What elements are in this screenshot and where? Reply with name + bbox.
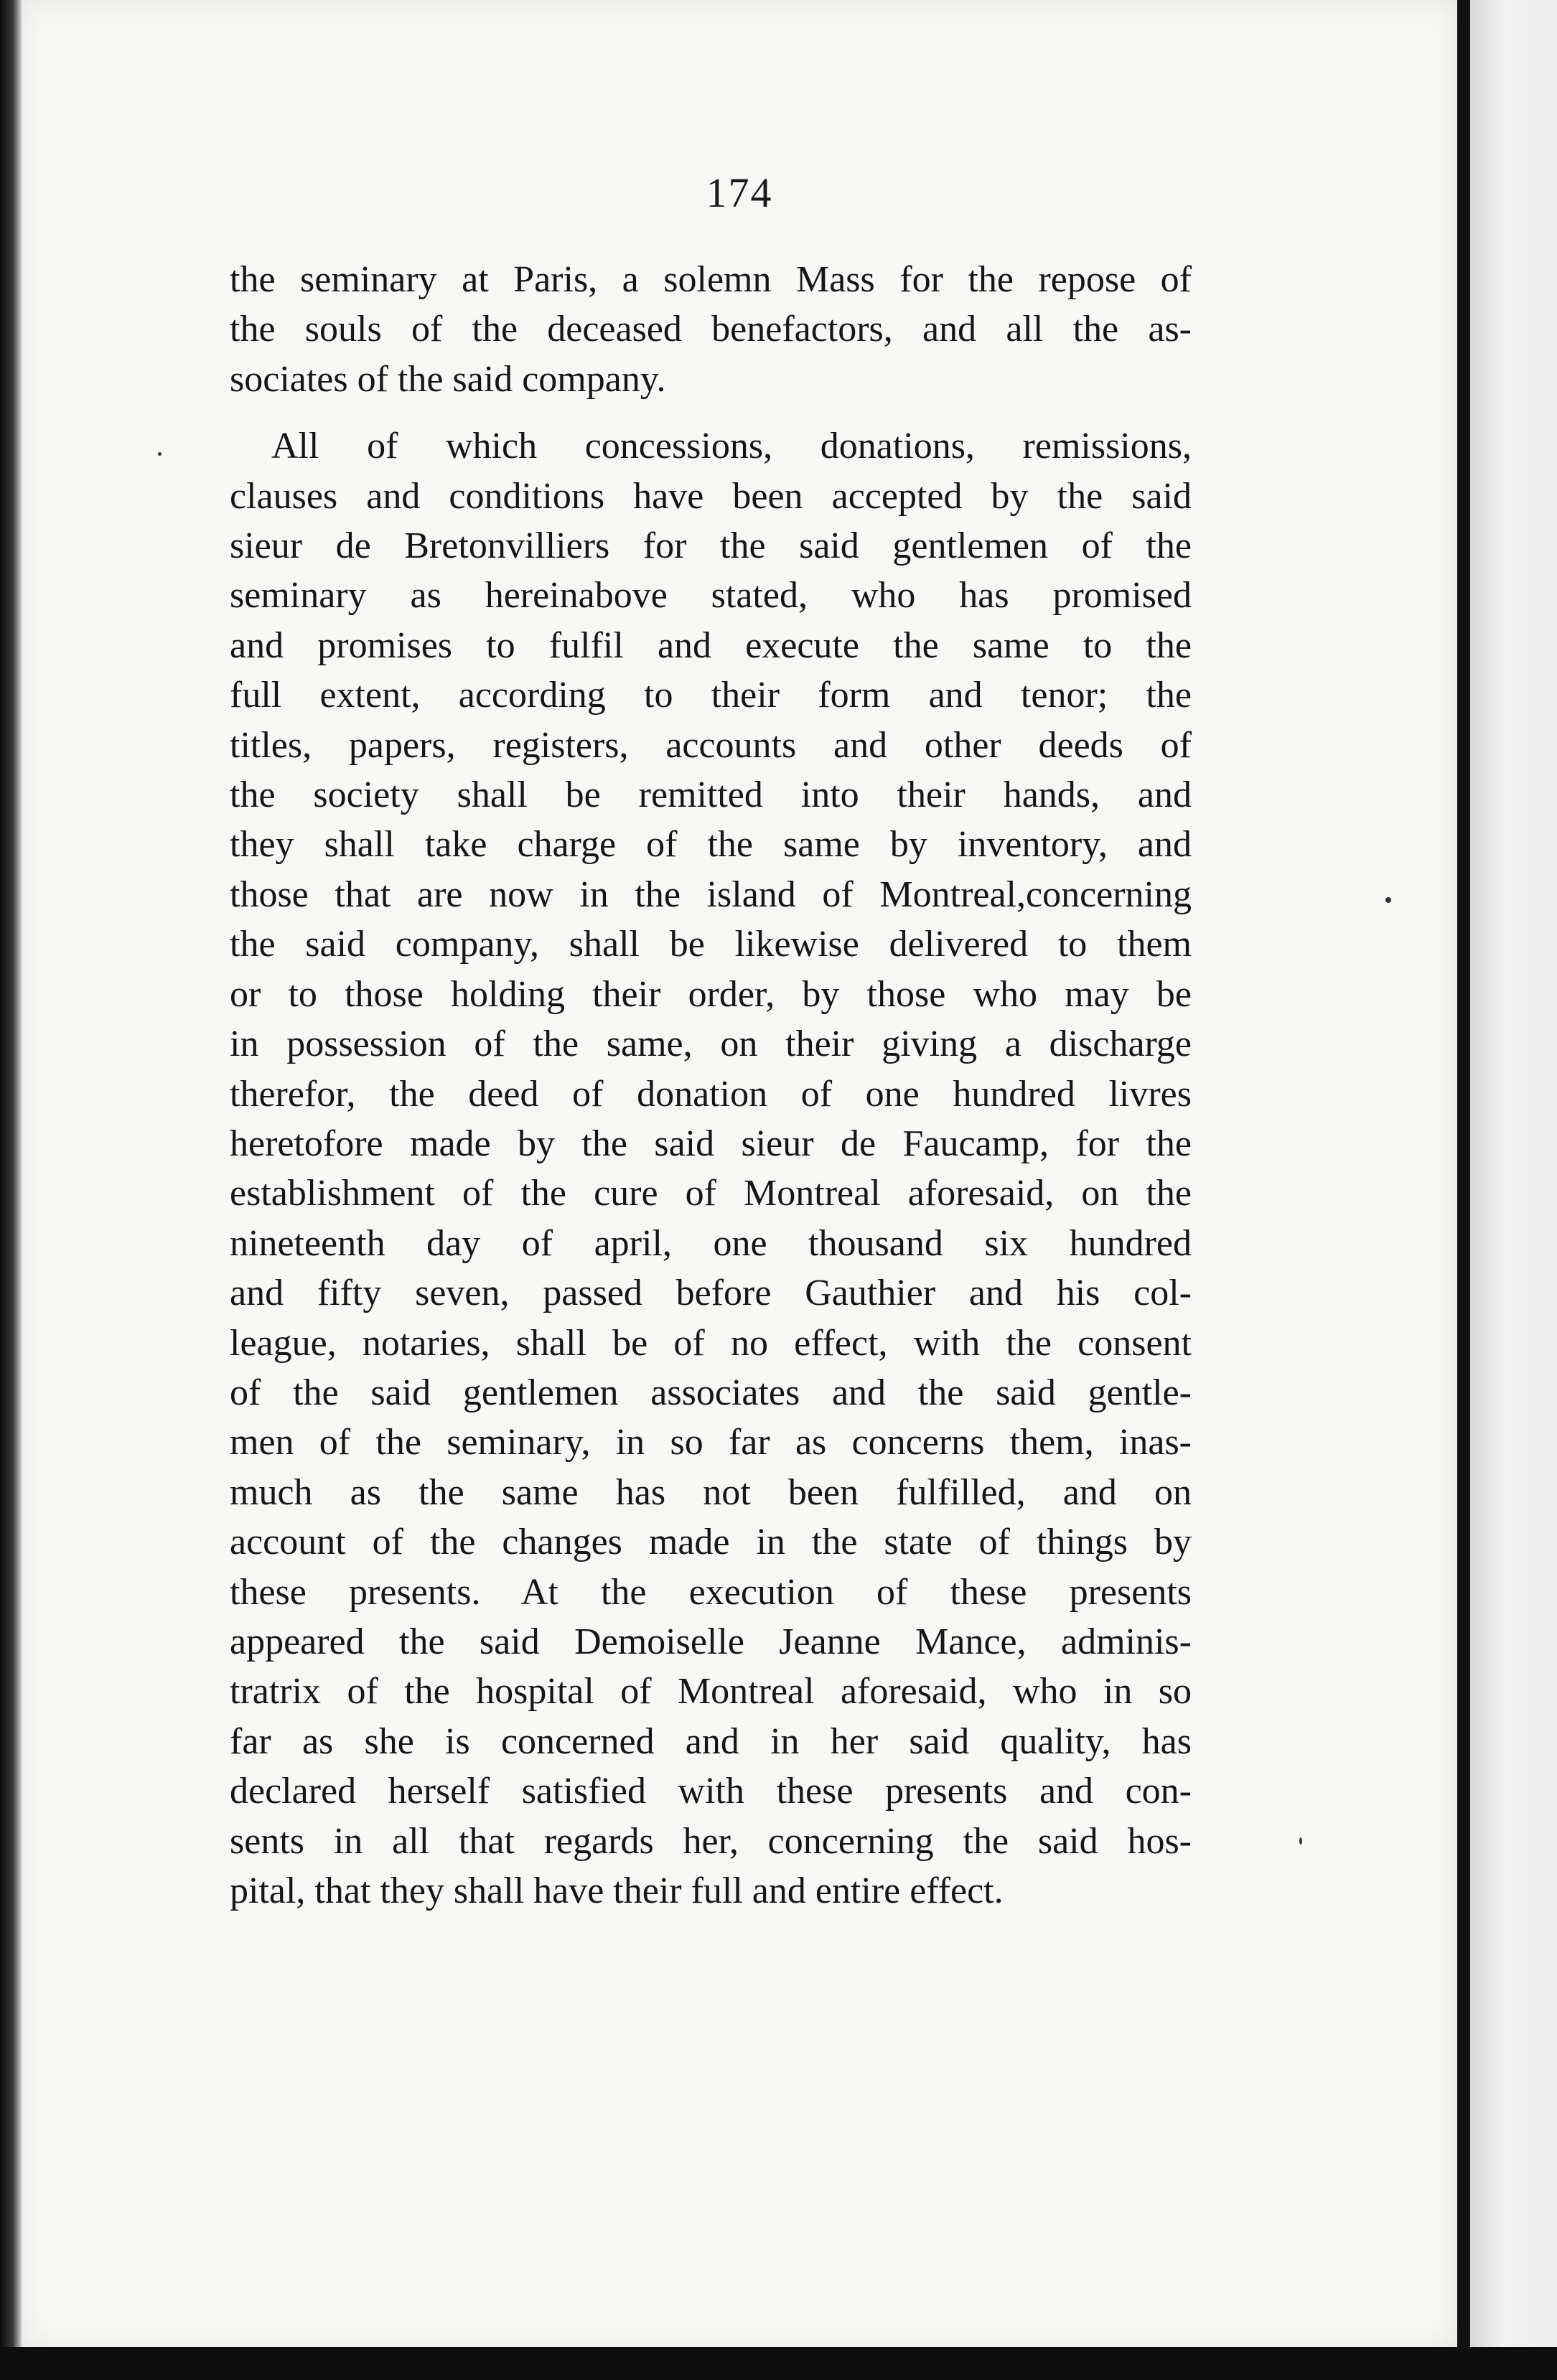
text-line: titles, papers, registers, accounts and other deeds of bbox=[230, 724, 1192, 766]
text-line: they shall take charge of the same by inventory, and bbox=[230, 824, 1192, 866]
text-line: pital, that they shall have their full and entire effect. bbox=[230, 1870, 1004, 1911]
text-line: those that are now in the island of Montreal,concerning bbox=[230, 873, 1192, 915]
text-line: clauses and conditions have been accepted by the said bbox=[230, 475, 1192, 517]
text-line: sociates of the said company. bbox=[230, 358, 666, 400]
text-line: establishment of the cure of Montreal aforesaid, on the bbox=[230, 1173, 1192, 1214]
text-line: or to those holding their order, by those who may be bbox=[230, 973, 1192, 1015]
text-line: in possession of the same, on their giving a discharge bbox=[230, 1023, 1192, 1065]
text-line: and promises to fulfil and execute the same to the bbox=[230, 624, 1192, 666]
left-book-edge bbox=[0, 0, 22, 2380]
text-line: appeared the said Demoiselle Jeanne Mance, adminis- bbox=[230, 1621, 1192, 1662]
body-text bbox=[230, 255, 1192, 1916]
page-number: 174 bbox=[706, 169, 773, 216]
text-line: tratrix of the hospital of Montreal aforesaid, who in so bbox=[230, 1671, 1192, 1713]
text-line: league, notaries, shall be of no effect, with the consent bbox=[230, 1322, 1192, 1364]
text-line: men of the seminary, in so far as concerns them, inas- bbox=[230, 1422, 1192, 1463]
text-line: heretofore made by the said sieur de Faucamp, for the bbox=[230, 1123, 1192, 1164]
text-line: the society shall be remitted into their hands, and bbox=[230, 774, 1192, 816]
text-line: the said company, shall be likewise delivered to them bbox=[230, 924, 1192, 965]
text-line: far as she is concerned and in her said quality, has bbox=[230, 1720, 1192, 1762]
paragraph-2 bbox=[230, 421, 1192, 1916]
scan-speck bbox=[1299, 1837, 1302, 1845]
text-line: All of which concessions, donations, remissions, bbox=[271, 426, 1192, 467]
text-line: these presents. At the execution of these presents bbox=[230, 1571, 1192, 1613]
text-line: full extent, according to their form and tenor; the bbox=[230, 675, 1192, 716]
text-line: much as the same has not been fulfilled, and on bbox=[230, 1471, 1192, 1513]
text-line: nineteenth day of april, one thousand six hundred bbox=[230, 1222, 1192, 1264]
scan-speck bbox=[1385, 897, 1391, 903]
text-line: and fifty seven, passed before Gauthier and his col- bbox=[230, 1273, 1192, 1314]
bottom-scan-border bbox=[0, 2347, 1557, 2380]
paragraph-gap bbox=[230, 404, 1192, 421]
book-page bbox=[22, 0, 1457, 2347]
text-line: therefor, the deed of donation of one hundred livres bbox=[230, 1073, 1192, 1115]
text-line: seminary as hereinabove stated, who has promised bbox=[230, 575, 1192, 617]
text-line: sents in all that regards her, concerning the said hos- bbox=[230, 1820, 1192, 1862]
right-margin bbox=[1470, 0, 1557, 2347]
text-line: declared herself satisfied with these presents and con- bbox=[230, 1771, 1192, 1812]
text-line: of the said gentlemen associates and the said gentle- bbox=[230, 1372, 1192, 1413]
right-spine bbox=[1457, 0, 1470, 2380]
text-line: the seminary at Paris, a solemn Mass for the repose of bbox=[230, 259, 1192, 300]
scan-speck bbox=[158, 452, 162, 456]
text-line: account of the changes made in the state of things by bbox=[230, 1522, 1192, 1563]
text-line: sieur de Bretonvilliers for the said gentlemen of the bbox=[230, 525, 1192, 567]
text-line: the souls of the deceased benefactors, and all the as- bbox=[230, 309, 1192, 350]
paragraph-1 bbox=[230, 255, 1192, 404]
